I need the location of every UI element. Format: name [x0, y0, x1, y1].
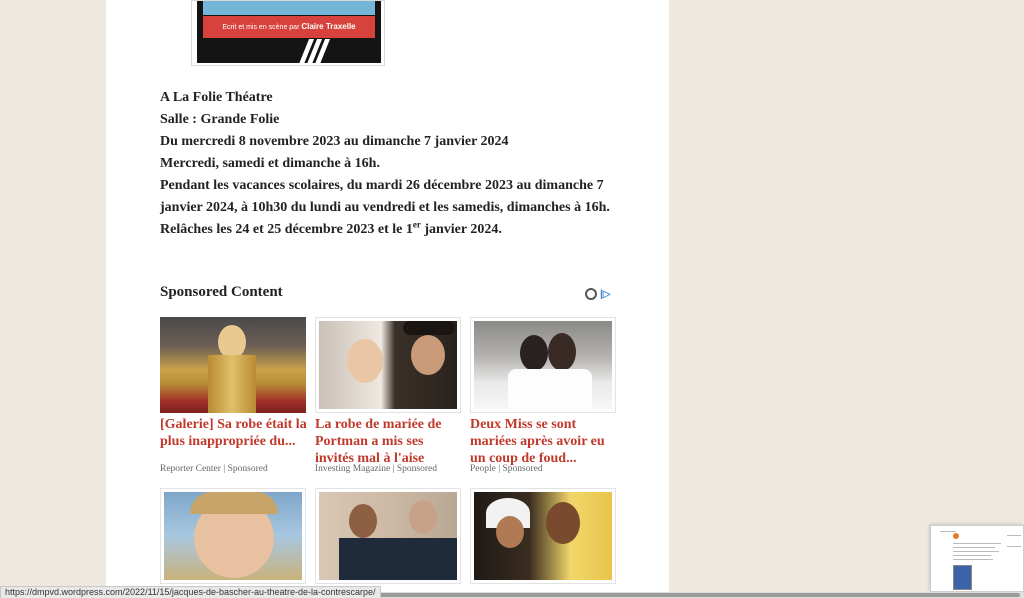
photo-face: [218, 325, 246, 359]
poster-credit-prefix: Ecrit et mis en scène par: [222, 24, 300, 31]
room: Salle : Grande Folie: [160, 112, 280, 127]
photo-hair: [548, 333, 576, 371]
play-poster-image[interactable]: [191, 0, 385, 66]
mini-line: [953, 543, 1001, 544]
photo-suits: [339, 538, 457, 580]
sponsored-thumbnail[interactable]: [160, 488, 306, 584]
sponsored-heading: Sponsored Content: [160, 284, 283, 300]
photo-hat: [403, 321, 455, 335]
ordinal-sup: er: [412, 219, 421, 230]
page-preview-thumbnail[interactable]: [930, 525, 1024, 592]
photo-face: [411, 335, 445, 375]
photo-face: [409, 500, 437, 534]
mini-line: [953, 547, 995, 548]
sponsored-thumbnail[interactable]: [315, 317, 461, 413]
mini-line: [1007, 546, 1021, 547]
poster-credit-band: [203, 16, 375, 38]
venue: A La Folie Théatre: [160, 90, 273, 105]
holiday-text: Pendant les vacances scolaires, du mardi 26 décembre 2023 au dimanche 7 janvier 2024, à 10h30 du lundi au vendredi et les samedis, dimanches à 16h. Relâches les 24 et 25 décembre 2023 et le 1: [160, 178, 610, 237]
photo-face: [349, 504, 377, 538]
holiday-schedule: [160, 175, 630, 241]
photo-face: [347, 339, 383, 383]
photo-hair: [520, 335, 548, 371]
sponsored-title[interactable]: La robe de mariée de Portman a mis ses invités mal à l'aise: [315, 417, 442, 466]
poster-artwork: [197, 1, 381, 63]
mini-line: [953, 551, 999, 552]
photo-hair: [546, 502, 580, 544]
article-content: [106, 0, 669, 592]
photo-child-hair: [190, 492, 278, 514]
sponsored-thumbnail[interactable]: [160, 317, 306, 413]
outbrain-icon: [585, 288, 597, 300]
adchoices-icon: |▷: [600, 288, 611, 300]
sponsored-source: People | Sponsored: [470, 464, 543, 474]
scrollbar-thumb[interactable]: [380, 593, 1020, 597]
mini-line: [940, 531, 956, 532]
mini-logo: [953, 533, 959, 539]
sponsored-source: Investing Magazine | Sponsored: [315, 464, 437, 474]
mini-line: [953, 555, 991, 556]
schedule: Mercredi, samedi et dimanche à 16h.: [160, 156, 380, 171]
photo-face: [496, 516, 524, 548]
sponsored-thumbnail[interactable]: [470, 317, 616, 413]
sponsored-source: Reporter Center | Sponsored: [160, 464, 268, 474]
dates: Du mercredi 8 novembre 2023 au dimanche 7 janvier 2024: [160, 134, 509, 149]
sponsored-title[interactable]: [Galerie] Sa robe était la plus inappropriée du...: [160, 417, 307, 449]
photo-gold-dress: [208, 355, 256, 413]
sponsored-thumbnail[interactable]: [315, 488, 461, 584]
sponsored-thumbnail[interactable]: [470, 488, 616, 584]
mini-line: [953, 559, 993, 560]
mini-line: [1007, 535, 1021, 536]
show-info: [160, 87, 630, 241]
holiday-text-end: janvier 2024.: [420, 222, 502, 237]
mini-poster: [953, 565, 972, 590]
status-bar-url: https://dmpvd.wordpress.com/2022/11/15/jacques-de-bascher-au-theatre-de-la-contrescarpe/: [0, 586, 381, 598]
poster-credit-name: Claire Traxelle: [301, 22, 356, 31]
sponsored-title[interactable]: Deux Miss se sont mariées après avoir eu un coup de foud...: [470, 417, 605, 466]
photo-white-dress: [508, 369, 592, 409]
poster-blue-area: [203, 1, 375, 15]
outbrain-logo[interactable]: [585, 288, 611, 300]
